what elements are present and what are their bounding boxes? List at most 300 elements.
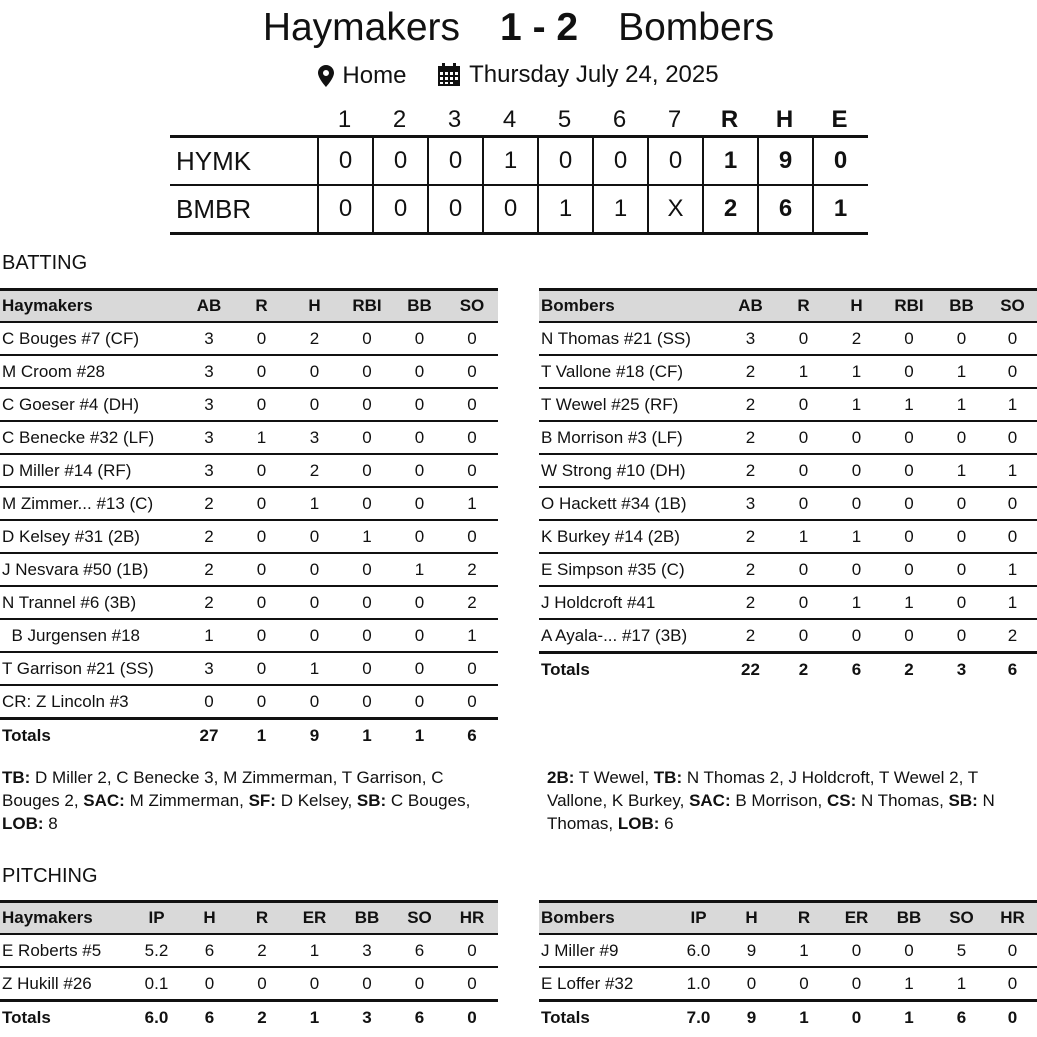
inning-score: 0 xyxy=(372,186,427,232)
totals-row xyxy=(0,719,498,752)
stat-cell: 0 xyxy=(393,619,446,652)
stat-cell: 0 xyxy=(393,355,446,388)
stat-cell: 0 xyxy=(341,388,393,421)
player-name: T Vallone #18 (CF) xyxy=(539,355,724,388)
player-row xyxy=(0,487,498,520)
pitching-section-title: PITCHING xyxy=(2,865,98,887)
player-name: J Holdcroft #41 xyxy=(539,586,724,619)
stat-cell: 2 xyxy=(745,625,756,645)
stat-cell: 1 xyxy=(830,520,883,553)
stat-cell: 0 xyxy=(988,421,1037,454)
totals-cell: 1 xyxy=(778,1001,830,1034)
player-row xyxy=(0,586,498,619)
stat-column-header: BB xyxy=(341,902,393,935)
note-key: SB: xyxy=(948,791,978,810)
inning-score: 1 xyxy=(592,186,647,232)
note-key: CS: xyxy=(826,791,857,810)
stat-cell: 0 xyxy=(746,973,757,993)
player-name: K Burkey #14 (2B) xyxy=(539,520,724,553)
line-score-row-home xyxy=(170,186,868,235)
totals-cell: 6 xyxy=(935,1001,988,1034)
stat-cell: 1 xyxy=(935,454,988,487)
player-row xyxy=(0,388,498,421)
player-name: C Goeser #4 (DH) xyxy=(0,388,183,421)
inning-score: 1 xyxy=(537,186,592,232)
stat-cell: 0 xyxy=(883,355,935,388)
totals-cell: 1 xyxy=(883,1001,935,1034)
stat-cell: 0 xyxy=(777,388,830,421)
totals-cell: 1 xyxy=(288,1001,341,1034)
stat-cell: 0 xyxy=(288,355,341,388)
stat-cell: 0 xyxy=(446,388,498,421)
stat-cell: 0 xyxy=(341,421,393,454)
stat-column-header: H xyxy=(725,902,778,935)
batting-notes-home xyxy=(547,766,1037,835)
runs-total: 2 xyxy=(702,186,757,232)
stat-cell: 0 xyxy=(288,388,341,421)
totals-row xyxy=(539,653,1037,686)
stat-cell: 0 xyxy=(935,553,988,586)
stat-cell: 2 xyxy=(183,553,235,586)
player-name: O Hackett #34 (1B) xyxy=(539,487,724,520)
inning-score: 0 xyxy=(427,186,482,232)
stat-column-header: IP xyxy=(130,902,183,935)
totals-cell: 0 xyxy=(830,1001,883,1034)
calendar-icon xyxy=(437,63,461,87)
totals-cell: 9 xyxy=(725,1001,778,1034)
stat-cell: 0 xyxy=(446,322,498,355)
player-name: J Nesvara #50 (1B) xyxy=(0,553,183,586)
player-name: J Miller #9 xyxy=(539,934,672,967)
errors-total: 1 xyxy=(812,186,867,232)
totals-cell: 6 xyxy=(988,653,1037,686)
stat-column-header: H xyxy=(288,290,341,323)
stat-column-header: H xyxy=(183,902,236,935)
player-row xyxy=(539,322,1037,355)
stat-cell: 0 xyxy=(935,487,988,520)
stat-cell: 0 xyxy=(257,973,267,993)
player-name: A Ayala-... #17 (3B) xyxy=(541,625,688,645)
stat-cell: 0 xyxy=(935,520,988,553)
stat-cell: 1 xyxy=(830,586,883,619)
date xyxy=(437,58,718,92)
stat-cell: 5 xyxy=(935,934,988,967)
stat-cell: 1 xyxy=(777,355,830,388)
stat-cell: 6.0 xyxy=(672,934,725,967)
inning-header: 7 xyxy=(667,106,682,133)
stat-cell: 1 xyxy=(988,586,1037,619)
stat-cell: 0 xyxy=(883,421,935,454)
stat-cell: 5.2 xyxy=(130,934,183,967)
totals-cell: 3 xyxy=(341,1001,393,1034)
batting-table-home xyxy=(539,288,1037,685)
player-name: B Jurgensen #18 xyxy=(0,619,183,652)
stat-cell: 0 xyxy=(393,388,446,421)
totals-cell: 2 xyxy=(777,653,830,686)
note-key: 2B: xyxy=(547,768,575,787)
stat-cell: 2 xyxy=(288,454,341,487)
note-value: N Thomas, xyxy=(856,791,949,810)
stat-cell: 0 xyxy=(341,619,393,652)
stat-cell: 3 xyxy=(341,934,393,967)
stat-cell: 0 xyxy=(393,586,446,619)
inning-header: 4 xyxy=(502,106,517,133)
table-header-row xyxy=(0,290,498,323)
totals-cell: 6.0 xyxy=(130,1001,183,1034)
location xyxy=(318,59,406,93)
player-row xyxy=(0,967,498,1001)
note-value: 8 xyxy=(43,814,58,833)
player-row xyxy=(539,520,1037,553)
stat-cell: 0 xyxy=(235,619,288,652)
stat-column-header: R xyxy=(778,902,830,935)
note-value: 6 xyxy=(659,814,674,833)
player-row xyxy=(539,421,1037,454)
stat-cell: 1 xyxy=(393,553,446,586)
stat-column-header: RBI xyxy=(341,290,393,323)
totals-cell: 1 xyxy=(393,719,446,752)
stat-cell: 0 xyxy=(256,691,267,711)
stat-cell: 2 xyxy=(1007,625,1018,645)
team-column-header: Bombers xyxy=(539,902,672,935)
inning-score: 1 xyxy=(482,138,537,184)
inning-score: X xyxy=(647,186,702,232)
stat-cell: 1 xyxy=(904,973,914,993)
totals-cell: 1 xyxy=(235,719,288,752)
stat-column-header: IP xyxy=(672,902,725,935)
stat-cell: 0 xyxy=(393,322,446,355)
stat-cell: 0 xyxy=(288,553,341,586)
errors-header: E xyxy=(831,106,848,133)
stat-cell: 0 xyxy=(446,421,498,454)
inning-score: 0 xyxy=(537,138,592,184)
stat-cell: 0 xyxy=(467,691,477,711)
stat-cell: 1 xyxy=(288,934,341,967)
stat-cell: 2 xyxy=(724,520,777,553)
stat-cell: 0 xyxy=(288,586,341,619)
stat-cell: 0 xyxy=(883,553,935,586)
stat-cell: 0 xyxy=(393,421,446,454)
stat-cell: 1 xyxy=(830,355,883,388)
stat-cell: 2 xyxy=(724,355,777,388)
totals-label: Totals xyxy=(0,719,183,752)
note-key: SAC: xyxy=(83,791,125,810)
totals-cell: 27 xyxy=(183,719,235,752)
batting-table-away xyxy=(0,288,498,751)
stat-cell: 0 xyxy=(204,691,214,711)
stat-column-header: SO xyxy=(988,290,1037,323)
stat-cell: 2 xyxy=(724,586,777,619)
stat-cell: 0 xyxy=(362,691,372,711)
stat-cell: 1 xyxy=(935,388,988,421)
team-column-header: Haymakers xyxy=(0,290,183,323)
stat-cell: 1 xyxy=(446,487,498,520)
stat-cell: 9 xyxy=(725,934,778,967)
stat-cell: 0 xyxy=(851,973,862,993)
stat-cell: 0 xyxy=(777,487,830,520)
totals-label: Totals xyxy=(539,1001,672,1034)
stat-cell: 1 xyxy=(777,520,830,553)
stat-cell: 0 xyxy=(309,973,320,993)
stat-cell: 0 xyxy=(830,454,883,487)
stat-column-header: BB xyxy=(393,290,446,323)
totals-cell: 1 xyxy=(341,719,393,752)
stat-cell: 0 xyxy=(830,487,883,520)
stat-cell: 1 xyxy=(988,454,1037,487)
inning-score: 0 xyxy=(372,138,427,184)
note-key: SAC: xyxy=(689,791,731,810)
stat-column-header: HR xyxy=(988,902,1037,935)
stat-cell: 1 xyxy=(830,388,883,421)
stat-cell: 0 xyxy=(798,625,809,645)
stat-column-header: AB xyxy=(724,290,777,323)
note-value: N Thomas 2, J Holdcroft, T Wewel 2, T Vallone, K Burkey, xyxy=(547,768,978,810)
stat-cell: 0 xyxy=(988,487,1037,520)
note-key: SF: xyxy=(248,791,276,810)
stat-cell: 3 xyxy=(288,421,341,454)
stat-cell: 0 xyxy=(362,973,372,993)
stat-cell: 1 xyxy=(988,553,1037,586)
stat-cell: 3 xyxy=(724,487,777,520)
stat-column-header: R xyxy=(236,902,288,935)
game-info xyxy=(0,58,1037,97)
totals-cell: 3 xyxy=(935,653,988,686)
player-name: E Roberts #5 xyxy=(0,934,130,967)
stat-cell: 0 xyxy=(235,454,288,487)
stat-cell: 0 xyxy=(204,973,215,993)
totals-cell: 2 xyxy=(883,653,935,686)
note-key: LOB: xyxy=(617,814,660,833)
inning-score: 0 xyxy=(592,138,647,184)
stat-cell: 2 xyxy=(183,487,235,520)
player-name: CR: Z Lincoln #3 xyxy=(2,691,129,711)
player-row xyxy=(0,322,498,355)
inning-score: 0 xyxy=(427,138,482,184)
player-name: M Croom #28 xyxy=(0,355,183,388)
stat-cell: 0 xyxy=(799,973,809,993)
stat-cell: 0 xyxy=(341,553,393,586)
stat-cell: 2 xyxy=(724,421,777,454)
game-title xyxy=(0,4,1037,52)
note-key: TB: xyxy=(653,768,683,787)
stat-cell: 2 xyxy=(446,553,498,586)
player-row xyxy=(0,553,498,586)
stat-cell: 0 xyxy=(777,421,830,454)
stat-cell: 0 xyxy=(341,454,393,487)
stat-cell: 0 xyxy=(235,553,288,586)
player-row xyxy=(539,487,1037,520)
stat-column-header: R xyxy=(777,290,830,323)
stat-cell: 0 xyxy=(883,520,935,553)
player-name: N Trannel #6 (3B) xyxy=(0,586,183,619)
stat-column-header: RBI xyxy=(883,290,935,323)
player-row xyxy=(0,652,498,685)
player-row xyxy=(0,355,498,388)
note-value: M Zimmerman, xyxy=(124,791,249,810)
stat-column-header: R xyxy=(235,290,288,323)
player-name: M Zimmer... #13 (C) xyxy=(0,487,183,520)
date-label: Thursday July 24, 2025 xyxy=(469,61,719,88)
totals-row xyxy=(539,1001,1037,1034)
team-abbr: HYMK xyxy=(176,145,252,176)
stat-cell: 0 xyxy=(341,355,393,388)
player-row xyxy=(539,388,1037,421)
player-row xyxy=(0,454,498,487)
stat-cell: 2 xyxy=(724,553,777,586)
stat-cell: 0 xyxy=(851,625,862,645)
home-team-name: Bombers xyxy=(618,6,775,49)
player-name: W Strong #10 (DH) xyxy=(539,454,724,487)
stat-cell: 1.0 xyxy=(686,973,711,993)
totals-cell: 6 xyxy=(446,719,498,752)
line-score-header xyxy=(170,105,868,138)
stat-cell: 3 xyxy=(183,652,235,685)
note-value: C Bouges, xyxy=(386,791,471,810)
stat-cell: 0 xyxy=(830,553,883,586)
line-score-row-away xyxy=(170,138,868,186)
player-name: D Kelsey #31 (2B) xyxy=(0,520,183,553)
inning-header: 2 xyxy=(392,106,407,133)
line-score xyxy=(170,105,868,235)
totals-cell: 7.0 xyxy=(672,1001,725,1034)
inning-header: 3 xyxy=(447,106,462,133)
stat-cell: 0 xyxy=(393,454,446,487)
player-name: N Thomas #21 (SS) xyxy=(539,322,724,355)
player-name: E Simpson #35 (C) xyxy=(539,553,724,586)
note-key: LOB: xyxy=(2,814,44,833)
stat-cell: 0 xyxy=(830,934,883,967)
totals-cell: 6 xyxy=(183,1001,236,1034)
totals-cell: 6 xyxy=(830,653,883,686)
stat-cell: 1 xyxy=(446,619,498,652)
stat-cell: 2 xyxy=(446,586,498,619)
stat-cell: 0 xyxy=(988,355,1037,388)
stat-cell: 0 xyxy=(777,322,830,355)
stat-cell: 0 xyxy=(883,487,935,520)
player-name: T Wewel #25 (RF) xyxy=(539,388,724,421)
stat-cell: 0 xyxy=(341,586,393,619)
pitching-table-away xyxy=(0,900,498,1033)
stat-cell: 3 xyxy=(183,355,235,388)
inning-score: 0 xyxy=(647,138,702,184)
totals-cell: 6 xyxy=(393,1001,446,1034)
stat-cell: 0 xyxy=(883,454,935,487)
stat-cell: 2 xyxy=(236,934,288,967)
player-name: C Bouges #7 (CF) xyxy=(0,322,183,355)
team-column-header: Bombers xyxy=(539,290,724,323)
stat-cell: 2 xyxy=(724,388,777,421)
stat-cell: 0 xyxy=(988,934,1037,967)
stat-cell: 0 xyxy=(235,355,288,388)
totals-cell: 2 xyxy=(236,1001,288,1034)
stat-column-header: SO xyxy=(446,290,498,323)
totals-cell: 22 xyxy=(724,653,777,686)
note-value: D Miller 2, C Benecke 3, M Zimmerman, T Garrison, C Bouges 2, xyxy=(2,768,444,810)
stat-cell: 0 xyxy=(309,691,320,711)
totals-cell: 0 xyxy=(446,1001,498,1034)
player-row xyxy=(539,553,1037,586)
table-header-row xyxy=(539,902,1037,935)
note-value: B Morrison, xyxy=(730,791,827,810)
stat-cell: 0 xyxy=(467,973,477,993)
stat-column-header: ER xyxy=(830,902,883,935)
stat-cell: 0 xyxy=(935,586,988,619)
stat-column-header: BB xyxy=(883,902,935,935)
stat-cell: 0 xyxy=(830,421,883,454)
batting-section-title: BATTING xyxy=(2,252,88,274)
stat-cell: 3 xyxy=(183,421,235,454)
stat-column-header: AB xyxy=(183,290,235,323)
stat-cell: 0 xyxy=(235,652,288,685)
player-row xyxy=(0,520,498,553)
hits-header: H xyxy=(775,106,794,133)
stat-column-header: BB xyxy=(935,290,988,323)
stat-cell: 0 xyxy=(414,973,425,993)
stat-cell: 0 xyxy=(988,322,1037,355)
stat-cell: 0 xyxy=(288,619,341,652)
stat-cell: 0 xyxy=(988,520,1037,553)
hits-total: 6 xyxy=(757,186,812,232)
stat-cell: 0 xyxy=(956,625,967,645)
inning-header: 5 xyxy=(557,106,572,133)
inning-score: 0 xyxy=(317,138,372,184)
note-value: D Kelsey, xyxy=(275,791,357,810)
team-abbr: BMBR xyxy=(176,193,252,224)
player-name: D Miller #14 (RF) xyxy=(0,454,183,487)
errors-total: 0 xyxy=(812,138,867,184)
game-score: 1 - 2 xyxy=(500,6,579,49)
away-team-name: Haymakers xyxy=(262,6,461,49)
team-column-header: Haymakers xyxy=(0,902,130,935)
stat-cell: 1 xyxy=(235,421,288,454)
player-row xyxy=(0,934,498,967)
stat-cell: 0 xyxy=(341,322,393,355)
totals-label: Totals xyxy=(0,1001,130,1034)
stat-cell: 0 xyxy=(777,454,830,487)
player-row xyxy=(0,685,498,719)
stat-cell: 0 xyxy=(446,520,498,553)
inning-score: 0 xyxy=(317,186,372,232)
stat-cell: 0 xyxy=(446,454,498,487)
totals-label: Totals xyxy=(539,653,724,686)
totals-cell: 9 xyxy=(288,719,341,752)
player-row xyxy=(0,421,498,454)
player-name: Z Hukill #26 xyxy=(2,973,92,993)
stat-cell: 0 xyxy=(341,652,393,685)
stat-cell: 3 xyxy=(183,322,235,355)
stat-cell: 0 xyxy=(235,388,288,421)
stat-cell: 1 xyxy=(341,520,393,553)
stat-cell: 6 xyxy=(183,934,236,967)
map-pin-icon xyxy=(318,65,334,87)
stat-cell: 0 xyxy=(935,421,988,454)
stat-cell: 2 xyxy=(830,322,883,355)
player-row xyxy=(539,967,1037,1001)
player-name: E Loffer #32 xyxy=(541,973,634,993)
stat-cell: 0 xyxy=(235,487,288,520)
stat-cell: 0 xyxy=(904,625,914,645)
stat-cell: 1 xyxy=(883,388,935,421)
stat-column-header: ER xyxy=(288,902,341,935)
player-row xyxy=(539,934,1037,967)
stat-column-header: SO xyxy=(393,902,446,935)
stat-cell: 0 xyxy=(393,520,446,553)
stat-cell: 0 xyxy=(777,553,830,586)
inning-header: 6 xyxy=(612,106,627,133)
stat-cell: 2 xyxy=(288,322,341,355)
player-row xyxy=(539,355,1037,388)
table-header-row xyxy=(0,902,498,935)
